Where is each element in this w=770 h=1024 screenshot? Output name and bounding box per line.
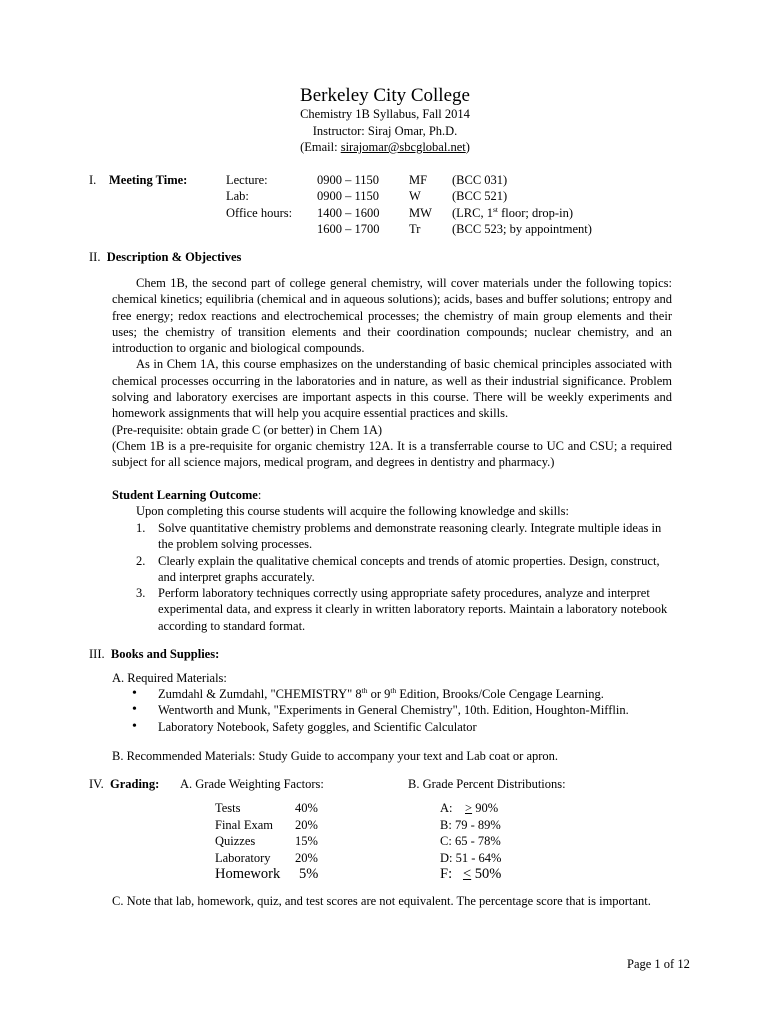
meeting-day: MW bbox=[409, 205, 432, 220]
factor-percent: 40% bbox=[295, 801, 318, 815]
course-title: Chemistry 1B Syllabus, Fall 2014 bbox=[300, 107, 470, 121]
meeting-time: 1600 – 1700 bbox=[317, 222, 380, 237]
grade-distribution bbox=[440, 800, 501, 883]
required-materials-label: A. Required Materials: bbox=[112, 671, 227, 685]
list-item: • Wentworth and Munk, "Experiments in General Chemistry", 10th. Edition, Houghton-Mifflin. bbox=[132, 702, 629, 718]
list-item: 1. Solve quantitative chemistry problems and demonstrate reasoning clearly. Integrate multiple ideas in the problem solving processes. bbox=[136, 521, 662, 552]
transfer-note: (Chem 1B is a pre-requisite for organic chemistry 12A. It is a transferrable course to UC and CSU; a required subject for all science majors, medical program, and degrees in dentistry and pharmacy.) bbox=[112, 438, 672, 470]
meeting-times bbox=[317, 172, 380, 238]
grade-distribution-label: B. Grade Percent Distributions: bbox=[408, 777, 566, 791]
list-item: 2. Clearly explain the qualitative chemical concepts and trends of atomic properties. Design, construct, and interpret graphs accurately. bbox=[136, 553, 660, 584]
description-paragraph: As in Chem 1A, this course emphasizes on the understanding of basic chemical principles associated with chemical processes occurring in the laboratories and in nature, as well as their industrial significance. Problem solving and laboratory exercises are important aspects in this course. There will be weekly experiments and homework assignments that will help you acquire essential practices and skills. bbox=[112, 357, 672, 421]
section-heading-grading: IV. Grading: bbox=[89, 777, 160, 791]
meeting-time: 1400 – 1600 bbox=[317, 205, 380, 220]
slo-block bbox=[112, 487, 672, 520]
grade-row: D: 51 - 64% bbox=[440, 850, 502, 865]
factor-percent: 20% bbox=[295, 850, 318, 865]
email-suffix: ) bbox=[465, 140, 470, 154]
meeting-type bbox=[226, 221, 292, 237]
factor-name: Laboratory bbox=[215, 850, 271, 865]
college-title: Berkeley City College bbox=[300, 85, 470, 106]
meeting-rooms bbox=[452, 172, 592, 238]
list-item: • Zumdahl & Zumdahl, "CHEMISTRY" 8th or 9th Edition, Brooks/Cole Cengage Learning. bbox=[132, 686, 604, 701]
recommended-materials: B. Recommended Materials: Study Guide to accompany your text and Lab coat or apron. bbox=[112, 749, 559, 763]
bullet-icon: • bbox=[132, 686, 137, 701]
required-materials-list bbox=[130, 686, 690, 735]
grade-row: B: 79 - 89% bbox=[440, 817, 501, 832]
grade-row: C: 65 - 78% bbox=[440, 834, 501, 849]
weighting-percents bbox=[295, 800, 318, 883]
factor-name: Quizzes bbox=[215, 834, 256, 849]
factor-name: Final Exam bbox=[215, 817, 273, 832]
list-item: • Laboratory Notebook, Safety goggles, and Scientific Calculator bbox=[132, 718, 477, 734]
meeting-type: Office hours: bbox=[226, 205, 293, 220]
prerequisite-note: (Pre-requisite: obtain grade C (or better) in Chem 1A) bbox=[112, 422, 383, 437]
meeting-types bbox=[226, 172, 292, 238]
factor-percent: 20% bbox=[295, 817, 318, 832]
page-number: Page 1 of 12 bbox=[627, 957, 690, 971]
section-heading-books: III. Books and Supplies: bbox=[89, 647, 220, 661]
meeting-room: (BCC 521) bbox=[452, 189, 508, 204]
slo-heading: Student Learning Outcome: bbox=[112, 488, 262, 502]
description-paragraph: Chem 1B, the second part of college general chemistry, will cover materials under the following topics: chemical kinetics; equilibria (chemical and in aqueous solutions); acids, bases and buffer solutions; entropy and free energy; redox reactions and electrochemical processes; the chemistry of main group elements and their uses; the chemistry of transition elements and their coordination compounds; nuclear chemistry, and an introduction to organic and biological compounds. bbox=[112, 276, 672, 356]
factor-name: Homework bbox=[215, 866, 281, 883]
bullet-icon: • bbox=[132, 702, 137, 718]
instructor-line: Instructor: Siraj Omar, Ph.D. bbox=[312, 123, 458, 138]
section-heading-description: II. Description & Objectives bbox=[89, 250, 242, 264]
factor-percent: 5% bbox=[299, 866, 319, 883]
meeting-room: (LRC, 1st floor; drop-in) bbox=[452, 204, 573, 220]
bullet-icon: • bbox=[132, 718, 137, 734]
factor-name: Tests bbox=[215, 801, 241, 815]
meeting-time-heading: Meeting Time: bbox=[109, 173, 188, 187]
meeting-type: Lecture: bbox=[226, 173, 268, 187]
grade-weighting-label: A. Grade Weighting Factors: bbox=[180, 777, 324, 791]
grade-row: A: > 90% bbox=[440, 801, 499, 815]
meeting-day: MF bbox=[409, 173, 428, 187]
meeting-time: 0900 – 1150 bbox=[317, 173, 380, 187]
header-block bbox=[0, 106, 770, 156]
list-item: 3. Perform laboratory techniques correctly using appropriate safety procedures, analyze and interpret experimental data, and express it clearly in written laboratory reports. Maintain a laboratory notebook according to standard format. bbox=[136, 586, 668, 633]
description-body bbox=[112, 275, 672, 471]
weighting-names bbox=[215, 800, 280, 883]
grade-row: F: < 50% bbox=[440, 866, 502, 883]
meeting-time: 0900 – 1150 bbox=[317, 189, 380, 204]
slo-intro: Upon completing this course students will acquire the following knowledge and skills: bbox=[136, 504, 569, 519]
email-link[interactable]: sirajomar@sbcglobal.net bbox=[340, 140, 466, 154]
meeting-room: (BCC 523; by appointment) bbox=[452, 222, 592, 237]
meeting-room: (BCC 031) bbox=[452, 173, 508, 187]
meeting-day: Tr bbox=[409, 222, 421, 237]
email-prefix: (Email: bbox=[300, 140, 341, 154]
meeting-day: W bbox=[409, 189, 421, 204]
factor-percent: 15% bbox=[295, 834, 318, 849]
meeting-type: Lab: bbox=[226, 189, 249, 204]
grading-note: C. Note that lab, homework, quiz, and test scores are not equivalent. The percentage score that is important. bbox=[112, 894, 651, 908]
section-numeral-1: I. bbox=[89, 173, 97, 187]
meeting-days bbox=[409, 172, 432, 238]
email-line bbox=[0, 139, 770, 156]
slo-list bbox=[112, 520, 672, 634]
